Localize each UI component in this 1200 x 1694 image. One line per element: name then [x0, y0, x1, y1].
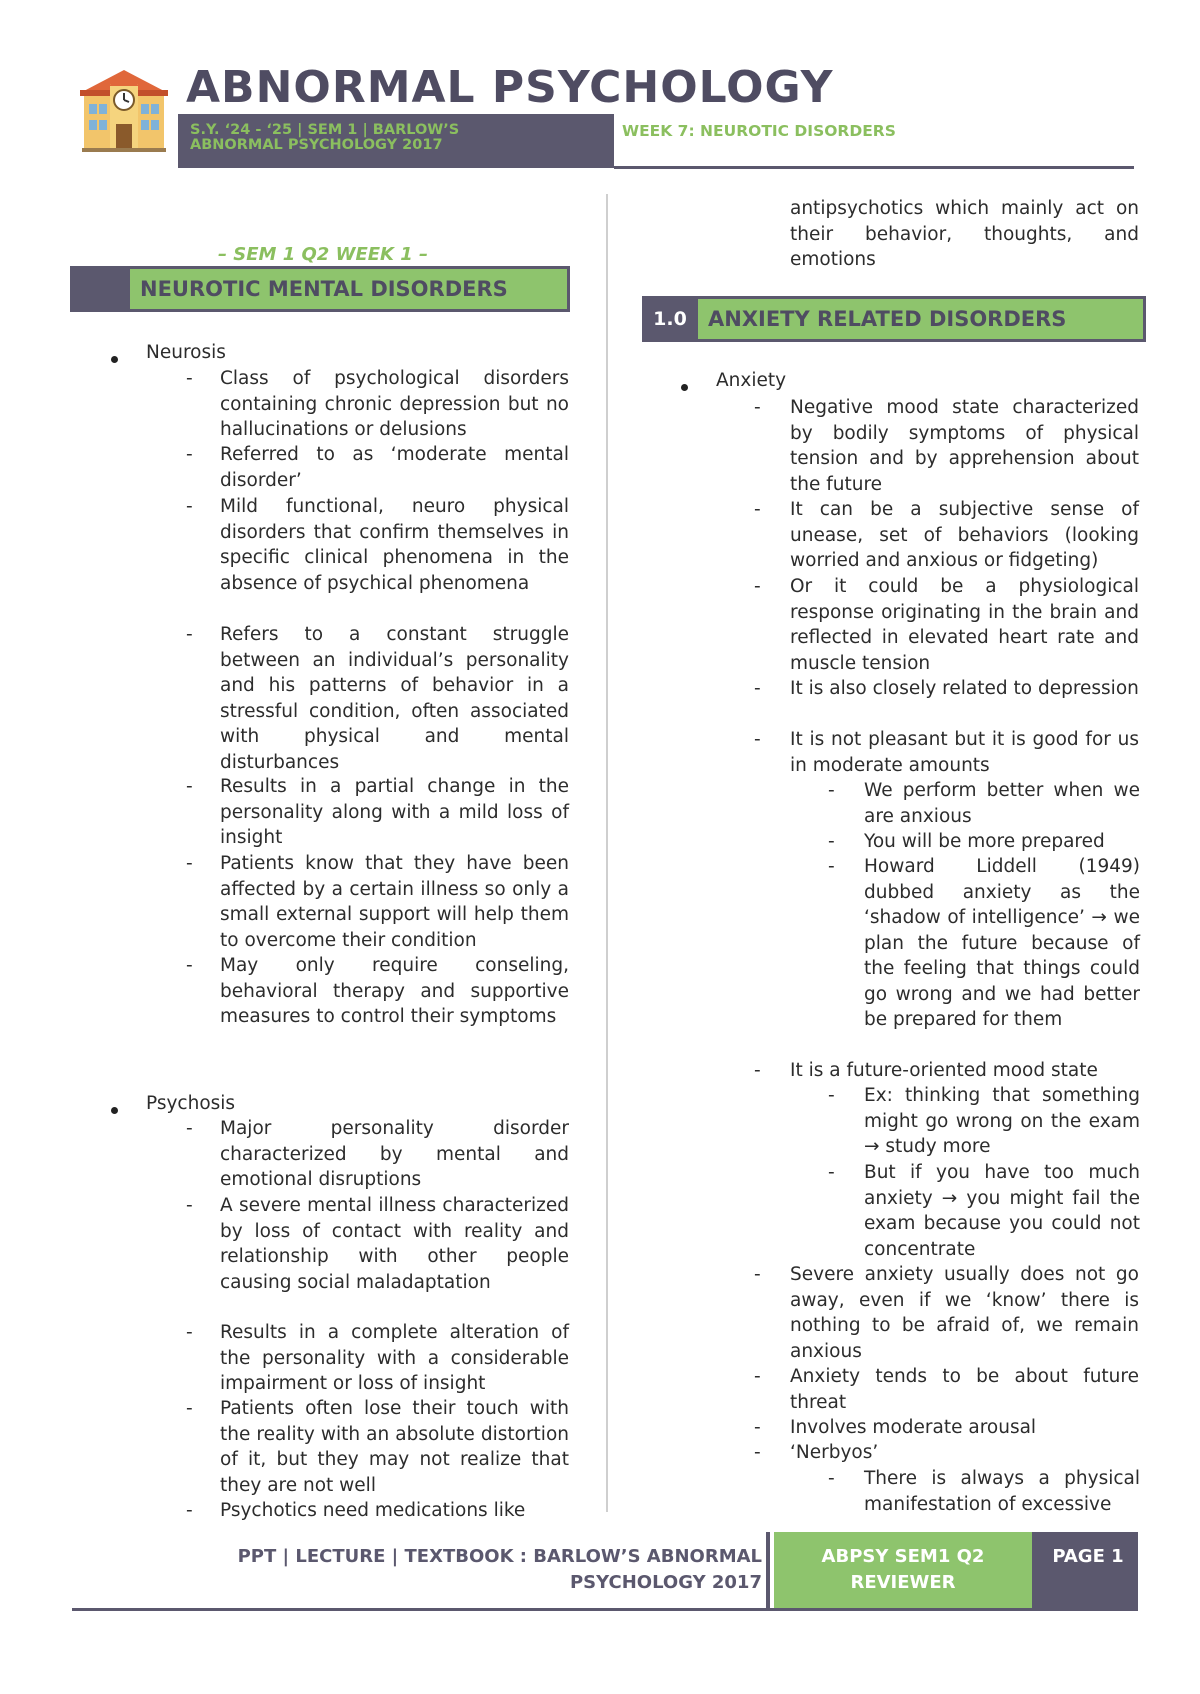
dash-marker: - — [828, 856, 835, 877]
list-item: Mild functional, neuro physical disorders that confirm themselves in specific clinical phenomena in the absence of psychical phenomena — [220, 496, 569, 594]
dash-marker: - — [186, 1398, 193, 1419]
dash-marker: - — [186, 1118, 193, 1139]
sub-list-item: Howard Liddell (1949) dubbed anxiety as the ‘shadow of intelligence’ → we plan the future because of the feeling that things could go wrong and we had better be prepared for them — [864, 856, 1140, 1030]
bullet-dot — [111, 356, 118, 363]
dash-marker: - — [754, 678, 761, 699]
dash-marker: - — [186, 1322, 193, 1343]
dash-marker: - — [186, 1500, 193, 1521]
sub-list-item: There is always a physical manifestation of excessive — [864, 1468, 1140, 1515]
list-item: It can be a subjective sense of unease, set of behaviors (looking worried and anxious or fidgeting) — [790, 499, 1139, 571]
footer-source-line2: PSYCHOLOGY 2017 — [569, 1572, 762, 1593]
bullet-dot — [111, 1107, 118, 1114]
section-header-neurotic — [70, 266, 570, 312]
page-number: PAGE 1 — [1052, 1546, 1124, 1567]
footer-page-box — [1038, 1532, 1138, 1608]
dash-marker: - — [186, 624, 193, 645]
section-number: 1.0 — [642, 296, 698, 342]
column-divider — [606, 194, 608, 1512]
list-item: Class of psychological disorders containing chronic depression but no hallucinations or delusions — [220, 368, 569, 440]
header-subtitle-line2: ABNORMAL PSYCHOLOGY 2017 — [190, 137, 443, 153]
list-item: Patients often lose their touch with the reality with an absolute distortion of it, but they may not realize that they are not well — [220, 1398, 569, 1496]
section-header-anxiety — [642, 296, 1142, 342]
footer-reviewer-line2: REVIEWER — [850, 1572, 956, 1593]
dash-marker: - — [754, 397, 761, 418]
list-item: Involves moderate arousal — [790, 1417, 1037, 1438]
list-item: Results in a partial change in the personality along with a mild loss of insight — [220, 776, 569, 848]
dash-marker: - — [828, 1468, 835, 1489]
week-tag: – SEM 1 Q2 WEEK 1 – — [218, 244, 429, 265]
list-item: Psychotics need medications like — [220, 1500, 526, 1521]
list-item: A severe mental illness characterized by loss of contact with reality and relationship with other people causing social maladaptation — [220, 1195, 569, 1293]
list-item: Patients know that they have been affected by a certain illness so only a small external support will help them to overcome their condition — [220, 853, 569, 951]
list-item: ‘Nerbyos’ — [790, 1442, 879, 1463]
sub-list-item: We perform better when we are anxious — [864, 780, 1140, 827]
topic-neurosis: Neurosis — [146, 342, 226, 363]
dash-marker: - — [754, 1417, 761, 1438]
dash-marker: - — [754, 499, 761, 520]
school-building-icon — [74, 66, 174, 154]
footer-reviewer — [774, 1544, 1032, 1596]
footer-rule — [72, 1608, 1138, 1611]
header-subtitle-line1: S.Y. ‘24 - ‘25 | SEM 1 | BARLOW’S — [190, 122, 460, 138]
dash-marker: - — [186, 776, 193, 797]
list-item: Negative mood state characterized by bodily symptoms of physical tension and by apprehension about the future — [790, 397, 1139, 495]
dash-marker: - — [828, 831, 835, 852]
sub-list-item: You will be more prepared — [864, 831, 1105, 852]
sub-list-item: Ex: thinking that something might go wrong on the exam → study more — [864, 1085, 1140, 1157]
list-item: It is not pleasant but it is good for us in moderate amounts — [790, 729, 1139, 776]
dash-marker: - — [186, 444, 193, 465]
bullet-dot — [681, 384, 688, 391]
dash-marker: - — [828, 780, 835, 801]
dash-marker: - — [186, 853, 193, 874]
header-week: WEEK 7: NEUROTIC DISORDERS — [622, 122, 896, 140]
list-item: Or it could be a physiological response originating in the brain and reflected in elevated heart rate and muscle tension — [790, 576, 1139, 674]
list-item: Referred to as ‘moderate mental disorder’ — [220, 444, 569, 491]
dash-marker: - — [186, 1195, 193, 1216]
list-item: Results in a complete alteration of the personality with a considerable impairment or loss of insight — [220, 1322, 569, 1394]
header-rule — [614, 166, 1134, 169]
list-item: It is a future-oriented mood state — [790, 1060, 1098, 1081]
dash-marker: - — [754, 1442, 761, 1463]
dash-marker: - — [754, 1366, 761, 1387]
list-item: Anxiety tends to be about future threat — [790, 1366, 1139, 1413]
list-item: Refers to a constant struggle between an individual’s personality and his patterns of behavior in a stressful condition, often associated with physical and mental disturbances — [220, 624, 569, 773]
dash-marker: - — [754, 1060, 761, 1081]
dash-marker: - — [754, 729, 761, 750]
topic-psychosis: Psychosis — [146, 1093, 236, 1114]
dash-marker: - — [186, 496, 193, 517]
section-number-box — [70, 266, 130, 312]
section-label: NEUROTIC MENTAL DISORDERS — [130, 266, 570, 312]
footer-source — [190, 1544, 762, 1596]
dash-marker: - — [186, 955, 193, 976]
list-item: Severe anxiety usually does not go away, even if we ‘know’ there is nothing to be afraid of, we remain anxious — [790, 1264, 1139, 1362]
dash-marker: - — [828, 1085, 835, 1106]
dash-marker: - — [754, 576, 761, 597]
dash-marker: - — [754, 1264, 761, 1285]
header-subtitle — [190, 123, 490, 153]
list-item: Major personality disorder characterized by mental and emotional disruptions — [220, 1118, 569, 1190]
footer-source-line1: PPT | LECTURE | TEXTBOOK : BARLOW’S ABNORMAL — [237, 1546, 762, 1567]
continuation-text: antipsychotics which mainly act on their behavior, thoughts, and emotions — [790, 198, 1139, 270]
topic-anxiety: Anxiety — [716, 370, 787, 391]
footer-divider — [766, 1532, 770, 1610]
footer-reviewer-line1: ABPSY SEM1 Q2 — [821, 1546, 985, 1567]
section-label: ANXIETY RELATED DISORDERS — [698, 296, 1146, 342]
list-item: It is also closely related to depression — [790, 678, 1139, 699]
dash-marker: - — [186, 368, 193, 389]
dash-marker: - — [828, 1162, 835, 1183]
list-item: May only require conseling, behavioral therapy and supportive measures to control their symptoms — [220, 955, 569, 1027]
page-title: ABNORMAL PSYCHOLOGY — [186, 62, 834, 113]
sub-list-item: But if you have too much anxiety → you might fail the exam because you could not concentrate — [864, 1162, 1140, 1260]
